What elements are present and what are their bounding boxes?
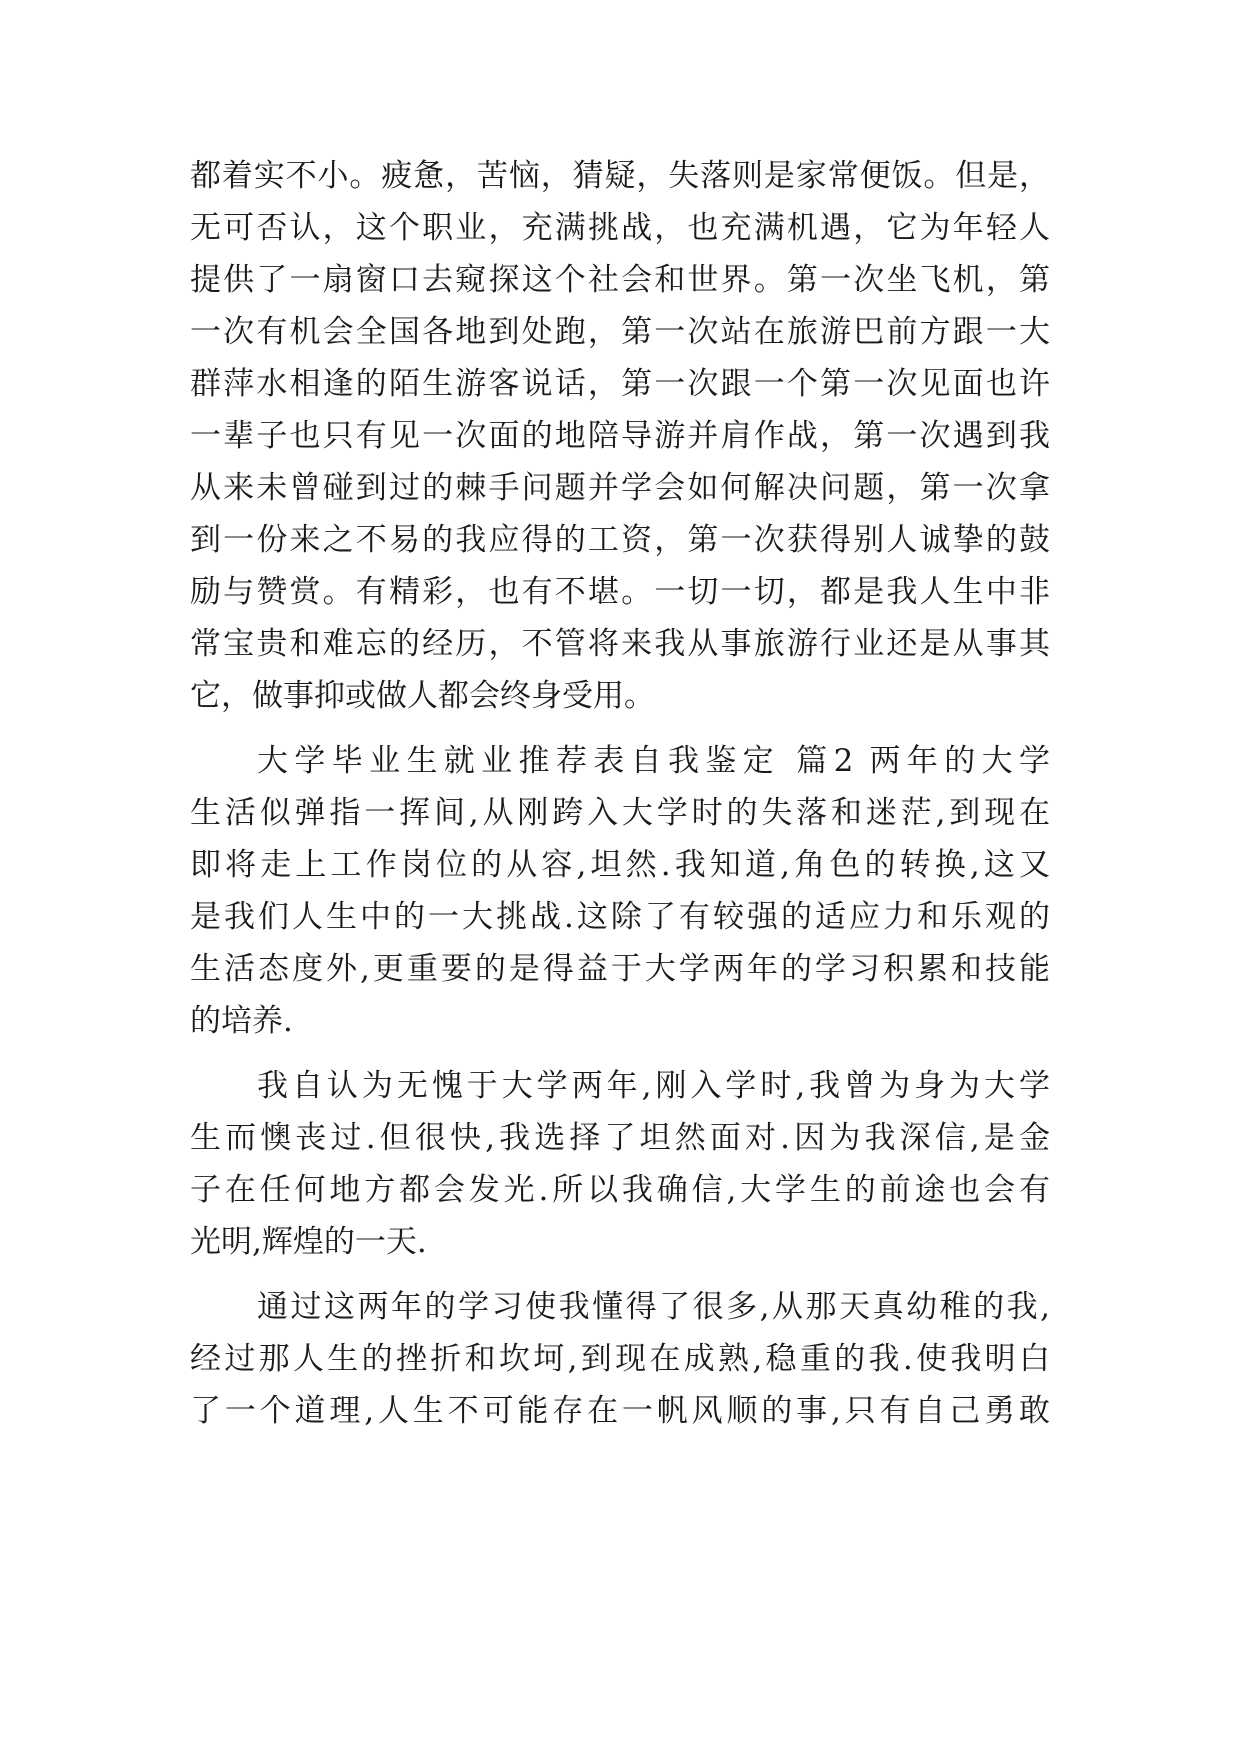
paragraph-line: 从来未曾碰到过的棘手问题并学会如何解决问题，第一次拿 — [190, 470, 1050, 506]
paragraph-line: 到一份来之不易的我应得的工资，第一次获得别人诚挚的鼓 — [190, 522, 1050, 558]
paragraph-line: 无可否认，这个职业，充满挑战，也充满机遇，它为年轻人 — [190, 210, 1050, 246]
paragraph-line: 它，做事抑或做人都会终身受用。 — [190, 678, 655, 714]
paragraph-line: 群萍水相逢的陌生游客说话，第一次跟一个第一次见面也许 — [190, 366, 1050, 402]
paragraph-line: 是我们人生中的一大挑战.这除了有较强的适应力和乐观的 — [190, 899, 1050, 935]
paragraph-line: 生活态度外,更重要的是得益于大学两年的学习积累和技能 — [190, 951, 1050, 987]
paragraph-line: 生活似弹指一挥间,从刚跨入大学时的失落和迷茫,到现在 — [190, 795, 1050, 831]
paragraph-line: 通过这两年的学习使我懂得了很多,从那天真幼稚的我, — [257, 1289, 1050, 1325]
paragraph-line: 经过那人生的挫折和坎坷,到现在成熟,稳重的我.使我明白 — [190, 1341, 1050, 1377]
paragraph-line: 常宝贵和难忘的经历，不管将来我从事旅游行业还是从事其 — [190, 626, 1050, 662]
paragraph-line: 即将走上工作岗位的从容,坦然.我知道,角色的转换,这又 — [190, 847, 1050, 883]
document-body — [190, 150, 1050, 1437]
paragraph-line: 了一个道理,人生不可能存在一帆风顺的事,只有自己勇敢 — [190, 1393, 1050, 1429]
paragraph-line: 生而懊丧过.但很快,我选择了坦然面对.因为我深信,是金 — [190, 1120, 1050, 1156]
paragraph-line: 一辈子也只有见一次面的地陪导游并肩作战，第一次遇到我 — [190, 418, 1050, 454]
paragraph-line: 一次有机会全国各地到处跑，第一次站在旅游巴前方跟一大 — [190, 314, 1050, 350]
paragraph-line: 子在任何地方都会发光.所以我确信,大学生的前途也会有 — [190, 1172, 1050, 1208]
paragraph-line: 光明,辉煌的一天. — [190, 1224, 427, 1260]
section-heading-line: 大学毕业生就业推荐表自我鉴定 篇2 两年的大学 — [257, 743, 1050, 779]
paragraph-line: 都着实不小。疲惫，苦恼，猜疑，失落则是家常便饭。但是， — [190, 158, 1050, 194]
paragraph-line: 提供了一扇窗口去窥探这个社会和世界。第一次坐飞机，第 — [190, 262, 1050, 298]
paragraph-line: 我自认为无愧于大学两年,刚入学时,我曾为身为大学 — [257, 1068, 1050, 1104]
paragraph-line: 励与赞赏。有精彩，也有不堪。一切一切，都是我人生中非 — [190, 574, 1050, 610]
paragraph-line: 的培养. — [190, 1003, 293, 1039]
